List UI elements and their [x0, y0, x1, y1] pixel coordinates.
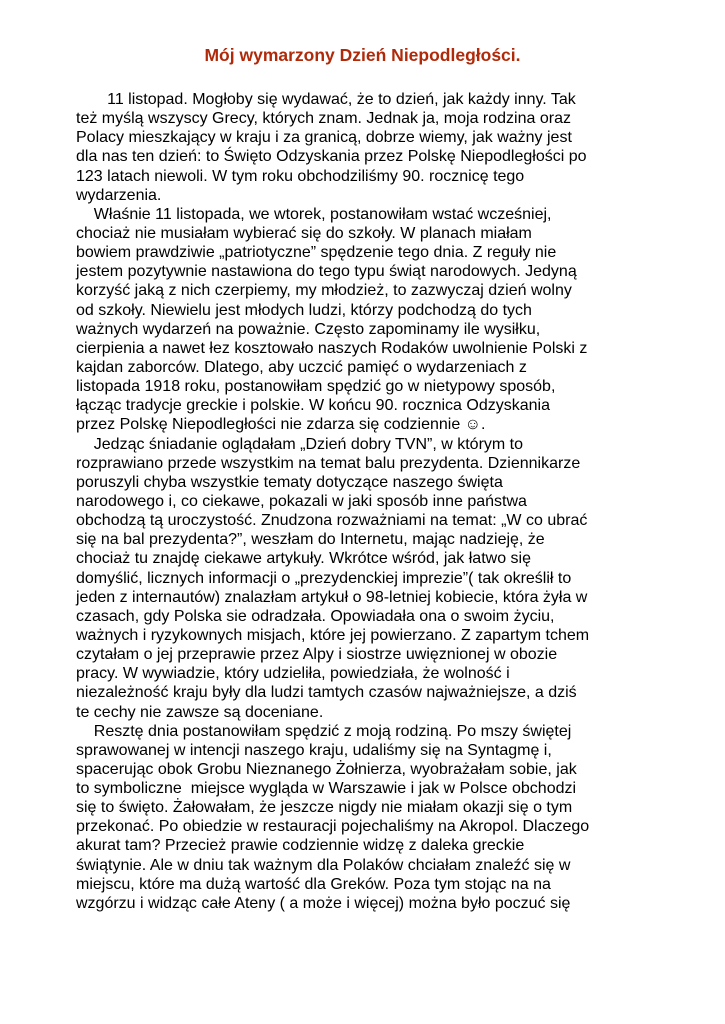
text-line: poruszyli chyba wszystkie tematy dotyczące naszego święta [76, 473, 503, 491]
document-title: Mój wymarzony Dzień Niepodległości. [204, 45, 521, 65]
text-line: Właśnie 11 listopada, we wtorek, postanowiłam wstać wcześniej, [76, 205, 552, 223]
text-line: przez Polskę Niepodległości nie zdarza się codziennie ☺. [76, 416, 486, 434]
text-line: te cechy nie zawsze są doceniane. [76, 703, 324, 721]
text-line: chociaż tu znajdę ciekawe artykuły. Wkrótce wśród, jak łatwo się [76, 550, 531, 568]
text-line: to symboliczne miejsce wygląda w Warszawie i jak w Polsce obchodzi [76, 780, 577, 798]
text-line: kajdan zaborców. Dlatego, aby uczcić pamięć o wydarzeniach z [76, 358, 527, 376]
text-line: pracy. W wywiadzie, który udzieliła, powiedziała, że wolność i [76, 665, 510, 683]
text-line: ważnych i ryzykownych misjach, które jej powierzano. Z zapartym tchem [76, 626, 590, 644]
text-line: chociaż nie musiałam wybierać się do szkoły. W planach miałam [76, 224, 532, 242]
text-line: Resztę dnia postanowiłam spędzić z moją rodziną. Po mszy świętej [76, 722, 572, 740]
text-line: narodowego i, co ciekawe, pokazali w jaki sposób inne państwa [76, 492, 527, 510]
text-line: też myślą wszyscy Grecy, których znam. Jednak ja, moja rodzina oraz [76, 110, 571, 128]
text-line: 11 listopad. Mogłoby się wydawać, że to dzień, jak każdy inny. Tak [76, 91, 576, 108]
text-line: bowiem prawdziwie „patriotyczne” spędzenie tego dnia. Z reguły nie [76, 244, 557, 262]
text-line: przekonać. Po obiedzie w restauracji pojechaliśmy na Akropol. Dlaczego [76, 818, 590, 836]
text-line: świątynie. Ale w dniu tak ważnym dla Polaków chciałam znaleźć się w [76, 856, 571, 874]
text-line: łącząc tradycje greckie i polskie. W końcu 90. rocznica Odzyskania [76, 397, 550, 415]
text-line: 123 latach niewoli. W tym roku obchodziliśmy 90. rocznicę tego [76, 167, 525, 185]
text-line: czytałam o jej przeprawie przez Alpy i siostrze uwięznionej w obozie [76, 646, 558, 664]
text-line: wzgórzu i widząc całe Ateny ( a może i więcej) można było poczuć się [76, 894, 571, 912]
text-line: niezależność kraju były dla ludzi tamtych czasów najważniejsze, a dziś [76, 684, 577, 702]
text-line: spacerując obok Grobu Nieznanego Żołnierza, wyobrażałam sobie, jak [76, 760, 577, 778]
text-line: się na bal prezydenta?”, weszłam do Internetu, mając nadzieję, że [76, 531, 545, 549]
text-line: obchodzą tą uroczystość. Znudzona rozważniami na temat: „W co ubrać [76, 512, 588, 530]
text-line: jestem pozytywnie nastawiona do tego typu świąt narodowych. Jedyną [76, 263, 577, 281]
text-line: listopada 1918 roku, postanowiłam spędzić go w nietypowy sposób, [76, 378, 556, 396]
text-line: rozprawiano przede wszystkim na temat balu prezydenta. Dziennikarze [76, 454, 581, 472]
text-line: ważnych wydarzeń na poważnie. Często zapominamy ile wysiłku, [76, 320, 541, 338]
document-body [76, 90, 656, 913]
text-line: korzyść jaką z nich czerpiemy, my młodzież, to zazwyczaj dzień wolny [76, 282, 572, 300]
text-line: dla nas ten dzień: to Święto Odzyskania przez Polskę Niepodległości po [76, 148, 587, 166]
text-line: czasach, gdy Polska sie odradzała. Opowiadała ona o swoim życiu, [76, 607, 555, 625]
text-line: od szkoły. Niewielu jest młodych ludzi, którzy podchodzą do tych [76, 301, 532, 319]
text-line: się to święto. Żałowałam, że jeszcze nigdy nie miałam okazji się o tym [76, 799, 573, 817]
text-line: jeden z internautów) znalazłam artykuł o 98-letniej kobiecie, która żyła w [76, 588, 588, 606]
text-line: Jedząc śniadanie oglądałam „Dzień dobry TVN”, w którym to [76, 435, 524, 453]
text-line: domyślić, licznych informacji o „prezydenckiej imprezie”( tak określił to [76, 569, 572, 587]
text-line: wydarzenia. [76, 186, 162, 204]
text-line: cierpienia a nawet łez kosztowało naszych Rodaków uwolnienie Polski z [76, 339, 588, 357]
text-line: sprawowanej w intencji naszego kraju, udaliśmy się na Syntagmę i, [76, 741, 552, 759]
text-line: Polacy mieszkający w kraju i za granicą, dobrze wiemy, jak ważny jest [76, 129, 572, 147]
text-line: miejscu, które ma dużą wartość dla Greków. Poza tym stojąc na na [76, 875, 551, 893]
text-line: akurat tam? Przecież prawie codziennie widzę z daleka greckie [76, 837, 525, 855]
